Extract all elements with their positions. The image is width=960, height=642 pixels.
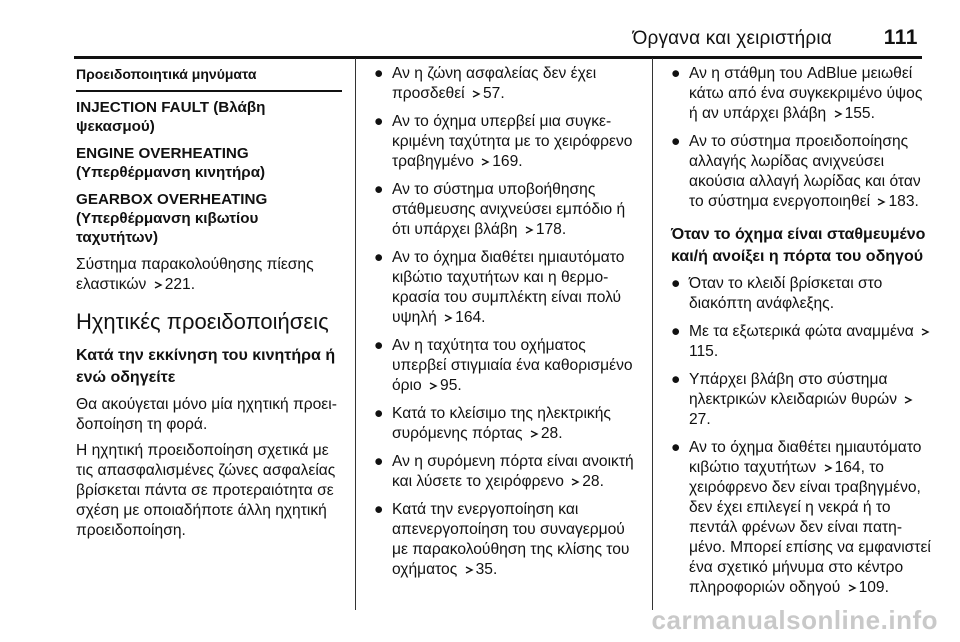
list-item: ● Αν το όχημα διαθέτει ημιαυτόματο κιβώτιο ταχυτήτων και η θερμοκρασία του συμπλέκτη είναι πολύ υψηλή 164. — [374, 249, 625, 326]
watermark: carmanualsonline.info — [651, 605, 938, 635]
page-ref-icon — [464, 561, 474, 571]
bullet-icon: ● — [374, 113, 384, 130]
bullet-icon: ● — [671, 323, 681, 340]
bullet-icon: ● — [671, 275, 681, 292]
page-ref-icon — [529, 425, 539, 435]
page-header — [0, 0, 960, 56]
page-ref-icon — [876, 193, 886, 203]
column-3 — [671, 64, 933, 606]
heading-rule — [76, 90, 342, 92]
list-item: ● Αν το όχημα διαθέτει ημιαυτόματο κιβώτιο ταχυτήτων 164, το χειρόφρενο δεν είναι τραβηγμένο, δεν έχει επιλεγεί η νεκρά ή το πεντάλ φρένων δεν είναι πατημένο. Μπορεί επίσης να εμφανιστεί ένα σχετικό μήνυμα στο κέντρο πληροφοριών οδηγού 109. — [671, 439, 931, 596]
warning-gearbox-overheating: GEARBOX OVERHEATING (Υπερθέρμανση κιβωτίου ταχυτήτων) — [76, 191, 268, 246]
page-ref-icon — [443, 309, 453, 319]
bullet-icon: ● — [374, 65, 384, 82]
page-ref-icon — [480, 153, 490, 163]
bullet-icon: ● — [374, 337, 384, 354]
header-rule — [74, 56, 922, 59]
audible-warning-list-continued — [671, 64, 933, 212]
page-ref[interactable]: 164 — [834, 459, 861, 476]
sub-heading-engine-start: Κατά την εκκίνηση του κινητήρα ή ενώ οδηγείτε — [76, 347, 336, 386]
list-item: ● Κατά το κλείσιμο της ηλεκτρικής συρόμενης πόρτας 28. — [374, 405, 611, 442]
page-ref[interactable]: 28. — [540, 425, 563, 442]
page-ref-icon — [524, 221, 534, 231]
sub-heading-parked: Όταν το όχημα είναι σταθμευμένο και/ή ανοίξει η πόρτα του οδηγού — [671, 226, 926, 265]
list-item: ● Αν το σύστημα προειδοποίησης αλλαγής λωρίδας ανιχνεύσει ακούσια αλλαγή λωρίδας και όταν το σύστημα ενεργοποιηθεί 183. — [671, 133, 921, 210]
page-ref-icon — [823, 459, 833, 469]
warning-messages-heading: Προειδοποιητικά μηνύματα — [76, 66, 257, 82]
list-item: ● Αν η ζώνη ασφαλείας δεν έχει προσδεθεί 57. — [374, 65, 597, 102]
column-divider-1 — [355, 58, 356, 610]
tyre-pressure-paragraph: Σύστημα παρακολούθησης πίεσης ελαστικών 221. — [76, 256, 314, 293]
column-2 — [374, 64, 644, 588]
list-item: ● Υπάρχει βλάβη στο σύστημα ηλεκτρικών κλειδαριών θυρών 27. — [671, 370, 933, 430]
page-ref[interactable]: 221. — [164, 276, 196, 293]
list-item: ● Όταν το κλειδί βρίσκεται στο διακόπτη ανάφλεξης. — [671, 275, 883, 312]
bullet-icon: ● — [671, 371, 681, 388]
bullet-icon: ● — [671, 133, 681, 150]
bullet-icon: ● — [374, 501, 384, 518]
bullet-icon: ● — [671, 439, 681, 456]
parked-warning-list — [671, 274, 933, 598]
list-item: ● Με τα εξωτερικά φώτα αναμμένα 115. — [671, 322, 933, 362]
list-item: ● Κατά την ενεργοποίηση και απενεργοποίηση του συναγερμού με παρακολούθηση της κλίσης του οχήματος 35. — [374, 501, 630, 578]
page-ref-icon — [570, 473, 580, 483]
page-ref[interactable]: 57. — [483, 85, 505, 102]
page-ref-icon — [428, 377, 438, 387]
bullet-icon: ● — [374, 405, 384, 422]
column-1 — [76, 64, 342, 547]
page-ref[interactable]: 178. — [535, 221, 567, 238]
column-divider-2 — [652, 58, 653, 610]
page-ref[interactable]: 109. — [858, 579, 889, 596]
page-ref[interactable]: 115. — [689, 343, 719, 360]
page-ref-icon — [153, 276, 163, 286]
warning-engine-overheating: ENGINE OVERHEATING (Υπερθέρμανση κινητήρα) — [76, 145, 266, 181]
page-ref-icon — [903, 391, 913, 401]
section-title-audible-warnings: Ηχητικές προειδοποιήσεις — [76, 309, 329, 334]
paragraph-seatbelt-priority: Η ηχητική προειδοποίηση σχετικά με τις απασφαλισμένες ζώνες ασφαλείας βρίσκεται πάντα σε προτεραιότητα σε σχέση με οποιαδήποτε άλλη ηχητική προειδοποίηση. — [76, 442, 336, 539]
list-item: ● Αν το όχημα υπερβεί μια συγκεκριμένη ταχύτητα με το χειρόφρενο τραβηγμένο 169. — [374, 113, 633, 170]
bullet-icon: ● — [374, 453, 384, 470]
page-ref[interactable]: 95. — [440, 377, 462, 394]
audible-warning-list — [374, 64, 644, 580]
page-ref[interactable]: 164. — [455, 309, 486, 326]
warning-injection-fault: INJECTION FAULT (Βλάβη ψεκασμού) — [76, 99, 266, 135]
bullet-icon: ● — [671, 65, 681, 82]
page-number: 111 — [883, 26, 918, 49]
page-ref[interactable]: 27. — [689, 411, 711, 428]
page-ref[interactable]: 169. — [492, 153, 523, 170]
bullet-icon: ● — [374, 249, 384, 266]
page-ref-icon — [920, 323, 930, 333]
page-ref-icon — [847, 579, 857, 589]
list-item: ● Αν το σύστημα υποβοήθησης στάθμευσης ανιχνεύσει εμπόδιο ή ότι υπάρχει βλάβη 178. — [374, 181, 626, 238]
page-ref[interactable]: 28. — [582, 473, 604, 490]
page-ref-icon — [833, 105, 843, 115]
list-item: ● Αν η στάθμη του AdBlue μειωθεί κάτω από ένα συγκεκριμένο ύψος ή αν υπάρχει βλάβη 155. — [671, 65, 923, 122]
page-ref[interactable]: 35. — [475, 561, 498, 578]
page-ref-icon — [471, 85, 481, 95]
list-item: ● Αν η συρόμενη πόρτα είναι ανοικτή και λύσετε το χειρόφρενο 28. — [374, 453, 634, 490]
page-ref[interactable]: 155. — [844, 105, 875, 122]
page-ref[interactable]: 183. — [888, 193, 919, 210]
paragraph-one-warning: Θα ακούγεται μόνο μία ηχητική προειδοποίηση τη φορά. — [76, 396, 337, 433]
list-item: ● Αν η ταχύτητα του οχήματος υπερβεί στιγμιαία ένα καθορισμένο όριο 95. — [374, 337, 633, 394]
bullet-icon: ● — [374, 181, 384, 198]
chapter-title: Όργανα και χειριστήρια — [632, 28, 832, 49]
